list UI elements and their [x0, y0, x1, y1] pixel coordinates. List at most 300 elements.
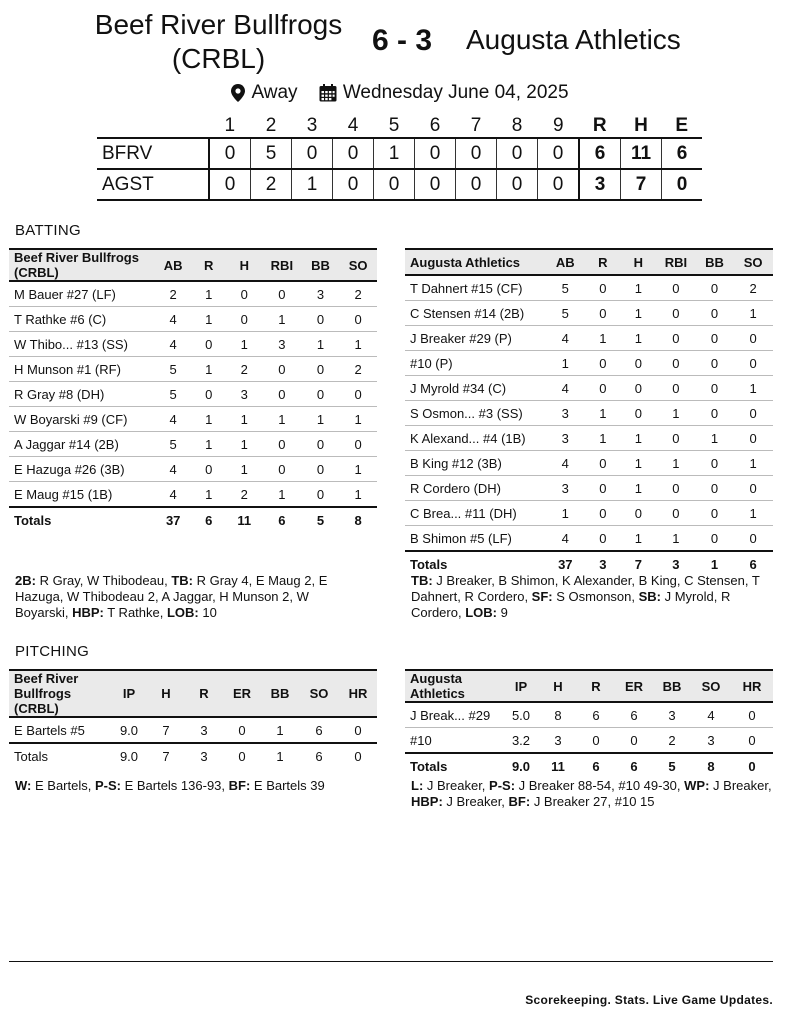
note-text: E Bartels, — [31, 778, 95, 793]
stat-cell: 6 — [315, 722, 323, 738]
player-name: B Shimon #5 (LF) — [410, 530, 512, 546]
note-text: 9 — [496, 605, 508, 620]
stat-cell: 3 — [240, 386, 248, 402]
stat-cell: 6 — [630, 707, 638, 723]
stat-cell: 0 — [599, 355, 607, 371]
totals-cell: 9.0 — [511, 758, 531, 774]
player-name: E Hazuga #26 (3B) — [14, 461, 125, 477]
stat-cell: 0 — [710, 305, 719, 321]
stat-cell: 0 — [278, 361, 286, 377]
inning-cell: 1 — [374, 138, 415, 169]
stat-column-header: SO — [348, 257, 368, 273]
stat-cell: 0 — [278, 436, 286, 452]
errors-header: E — [675, 115, 689, 136]
team-column-header: Augusta Athletics — [410, 671, 465, 701]
player-row — [9, 457, 377, 482]
note-label: TB: — [171, 573, 193, 588]
stat-cell: 0 — [672, 330, 680, 346]
stat-cell: 1 — [354, 336, 362, 352]
stat-cell: 3.2 — [511, 732, 531, 748]
note-label: LOB: — [166, 605, 199, 620]
note-label: 2B: — [15, 573, 36, 588]
stat-cell: 0 — [710, 505, 719, 521]
stat-column-header: AB — [163, 257, 183, 273]
totals-cell: 8 — [707, 758, 715, 774]
team-column-header: Augusta Athletics — [410, 254, 521, 270]
stat-column-header: H — [161, 686, 171, 701]
player-row — [405, 426, 773, 451]
stat-cell: 2 — [354, 361, 362, 377]
stat-cell: 1 — [205, 361, 213, 377]
note-text: R Gray 4, E Maug 2, E Hazuga, W Thibodeau 2, A Jaggar, H Munson 2, W Boyarski, — [15, 573, 331, 620]
line-score-header — [97, 115, 702, 138]
player-row — [405, 351, 773, 376]
line-score-row-home — [97, 138, 702, 169]
stat-cell: 2 — [240, 361, 248, 377]
batting-notes-away — [411, 573, 773, 621]
pitching-notes-home — [15, 778, 375, 794]
totals-cell: 5 — [316, 512, 325, 528]
away-team-name: Augusta Athletics — [466, 24, 681, 55]
batting-table-away — [405, 248, 773, 576]
stat-cell: 0 — [316, 386, 325, 402]
player-row — [405, 275, 773, 301]
stat-cell: 0 — [316, 486, 325, 502]
totals-cell: 0 — [354, 748, 362, 764]
hits-cell: 11 — [621, 138, 662, 169]
totals-cell: 7 — [634, 556, 642, 572]
stat-cell: 3 — [200, 722, 208, 738]
note-label: BF: — [228, 778, 251, 793]
stat-column-header: R — [591, 678, 601, 694]
stat-cell: 1 — [316, 336, 325, 352]
stat-cell: 3 — [668, 707, 676, 723]
stat-cell: 0 — [672, 355, 680, 371]
stat-cell: 1 — [634, 530, 642, 546]
stat-cell: 1 — [354, 411, 362, 427]
stat-cell: 0 — [749, 530, 757, 546]
player-row — [9, 332, 377, 357]
stat-cell: 2 — [668, 732, 676, 748]
player-row — [9, 357, 377, 382]
stat-cell: 0 — [672, 480, 680, 496]
stat-cell: 1 — [205, 286, 213, 302]
totals-label: Totals — [410, 556, 448, 572]
note-text: J Breaker, — [709, 778, 776, 793]
stat-cell: 0 — [634, 355, 642, 371]
stat-column-header: H — [239, 257, 249, 273]
final-score: 6 - 3 — [372, 24, 433, 57]
stat-cell: 1 — [354, 461, 362, 477]
stat-column-header: RBI — [664, 254, 688, 270]
player-row — [405, 376, 773, 401]
stat-cell: 0 — [240, 286, 248, 302]
stat-column-header: SO — [701, 678, 721, 694]
note-text: T Rathke, — [103, 605, 167, 620]
stat-cell: 1 — [205, 436, 213, 452]
stat-cell: 4 — [169, 486, 177, 502]
stat-cell: 1 — [354, 486, 362, 502]
team-column-header: Beef River Bullfrogs (CRBL) — [14, 250, 139, 280]
player-name: J Breaker #29 (P) — [410, 330, 512, 346]
inning-cell: 0 — [209, 138, 251, 169]
stat-cell: 0 — [749, 405, 757, 421]
stat-cell: 2 — [749, 280, 757, 296]
stat-cell: 0 — [749, 480, 757, 496]
stat-cell: 0 — [672, 280, 680, 296]
stat-cell: 0 — [592, 732, 600, 748]
player-row — [405, 451, 773, 476]
totals-cell: 3 — [672, 556, 680, 572]
stat-cell: 1 — [561, 505, 569, 521]
player-name: W Boyarski #9 (CF) — [14, 411, 128, 427]
stat-cell: 3 — [561, 405, 569, 421]
footer-divider — [9, 961, 773, 962]
date-item — [319, 82, 569, 104]
totals-cell: 11 — [551, 758, 565, 774]
stat-cell: 0 — [710, 530, 719, 546]
stat-cell: 1 — [276, 722, 284, 738]
stat-cell: 0 — [354, 311, 362, 327]
note-label: WP: — [684, 778, 710, 793]
stat-cell: 2 — [354, 286, 362, 302]
stat-cell: 8 — [554, 707, 562, 723]
totals-cell: 6 — [278, 512, 286, 528]
totals-row — [9, 507, 377, 532]
batting-table-home — [9, 248, 377, 532]
stat-cell: 2 — [240, 486, 248, 502]
stat-cell: 1 — [634, 455, 642, 471]
stat-cell: 1 — [278, 311, 286, 327]
stat-cell: 0 — [710, 405, 719, 421]
stat-cell: 3 — [561, 430, 569, 446]
errors-cell: 6 — [662, 138, 703, 169]
stat-cell: 5 — [169, 386, 177, 402]
note-label: P-S: — [94, 778, 121, 793]
stat-cell: 0 — [599, 530, 607, 546]
stat-cell: 9.0 — [119, 722, 139, 738]
stat-cell: 1 — [634, 480, 642, 496]
totals-cell: 3 — [200, 748, 208, 764]
calendar-icon — [319, 84, 337, 102]
stat-cell: 4 — [169, 461, 177, 477]
player-row — [9, 382, 377, 407]
stat-cell: 0 — [316, 461, 325, 477]
inning-header: 1 — [224, 115, 236, 136]
note-text: J Breaker 88-54, #10 49-30, — [515, 778, 685, 793]
note-label: SF: — [531, 589, 553, 604]
player-name: K Alexand... #4 (1B) — [410, 430, 526, 446]
note-label: W: — [15, 778, 32, 793]
line-score-row-away — [97, 169, 702, 200]
note-text: E Bartels 39 — [250, 778, 325, 793]
stat-cell: 5.0 — [511, 707, 531, 723]
stat-cell: 4 — [561, 380, 569, 396]
inning-cell: 0 — [292, 138, 333, 169]
stat-cell: 0 — [238, 722, 246, 738]
stat-cell: 1 — [710, 430, 719, 446]
stat-cell: 0 — [710, 330, 719, 346]
inning-header: 4 — [347, 115, 359, 136]
stat-cell: 0 — [278, 386, 286, 402]
stat-cell: 0 — [710, 380, 719, 396]
batting-section-title: BATTING — [15, 222, 81, 239]
player-name: M Bauer #27 (LF) — [14, 286, 116, 302]
stat-column-header: BB — [662, 678, 682, 694]
player-name: #10 — [410, 732, 432, 748]
stat-cell: 1 — [278, 486, 286, 502]
player-name: B King #12 (3B) — [410, 455, 502, 471]
note-label: L: — [411, 778, 424, 793]
footer-tagline: Scorekeeping. Stats. Live Game Updates. — [525, 993, 773, 1007]
stat-cell: 1 — [672, 530, 680, 546]
team-column-header: Beef River Bullfrogs (CRBL) — [14, 671, 79, 716]
inning-cell: 5 — [251, 138, 292, 169]
note-text: J Breaker, B Shimon, K Alexander, B King, C Stensen, T Dahnert, R Cordero, — [411, 573, 764, 604]
player-name: S Osmon... #3 (SS) — [410, 405, 523, 421]
runs-cell: 3 — [579, 169, 621, 200]
stat-cell: 1 — [634, 305, 642, 321]
totals-cell: 11 — [237, 512, 252, 528]
inning-cell: 0 — [497, 138, 538, 169]
stat-cell: 4 — [169, 336, 177, 352]
player-name: R Cordero (DH) — [410, 480, 502, 496]
stat-cell: 1 — [749, 380, 757, 396]
totals-cell: 0 — [748, 758, 756, 774]
player-name: T Dahnert #15 (CF) — [410, 280, 523, 296]
inning-cell: 0 — [538, 169, 580, 200]
stat-cell: 1 — [316, 411, 325, 427]
note-label: HBP: — [72, 605, 104, 620]
stat-cell: 1 — [634, 330, 642, 346]
player-name: C Brea... #11 (DH) — [410, 505, 517, 521]
game-meta — [0, 82, 800, 108]
totals-cell: 8 — [354, 512, 362, 528]
inning-cell: 0 — [209, 169, 251, 200]
inning-cell: 0 — [415, 138, 456, 169]
stat-cell: 5 — [169, 361, 177, 377]
line-score-table — [97, 115, 702, 201]
stat-cell: 0 — [672, 305, 680, 321]
inning-header: 3 — [306, 115, 318, 136]
inning-header: 6 — [429, 115, 441, 136]
stat-column-header: IP — [514, 678, 528, 694]
totals-label: Totals — [410, 758, 448, 774]
stat-cell: 0 — [354, 386, 362, 402]
stat-cell: 1 — [240, 411, 248, 427]
inning-cell: 0 — [538, 138, 580, 169]
stat-cell: 0 — [710, 355, 719, 371]
note-text: R Gray, W Thibodeau, — [35, 573, 172, 588]
player-row — [9, 717, 377, 743]
totals-cell: 6 — [749, 556, 757, 572]
stat-cell: 7 — [162, 722, 170, 738]
home-team-name-line1: Beef River Bullfrogs — [94, 9, 343, 40]
totals-cell: 9.0 — [119, 748, 139, 764]
stat-cell: 0 — [599, 305, 607, 321]
totals-label: Totals — [14, 512, 52, 528]
totals-cell: 6 — [315, 748, 323, 764]
totals-cell: 37 — [165, 512, 181, 528]
player-row — [405, 326, 773, 351]
note-label: SB: — [638, 589, 661, 604]
hits-cell: 7 — [621, 169, 662, 200]
inning-header: 5 — [388, 115, 400, 136]
stat-cell: 0 — [354, 722, 362, 738]
stat-cell: 1 — [749, 505, 757, 521]
player-row — [405, 476, 773, 501]
stat-cell: 4 — [561, 455, 569, 471]
player-row — [405, 702, 773, 728]
stat-cell: 0 — [749, 330, 757, 346]
stat-column-header: H — [633, 254, 644, 270]
totals-row — [9, 743, 377, 768]
note-text: J Breaker, — [442, 794, 509, 809]
totals-cell: 1 — [710, 556, 719, 572]
errors-cell: 0 — [662, 169, 703, 200]
stat-cell: 4 — [169, 411, 177, 427]
totals-cell: 37 — [558, 556, 573, 572]
totals-cell: 0 — [238, 748, 246, 764]
stat-column-header: BB — [311, 257, 330, 273]
totals-cell: 3 — [599, 556, 607, 572]
stat-cell: 1 — [278, 411, 286, 427]
stat-column-header: HR — [742, 678, 762, 694]
stat-cell: 0 — [672, 380, 680, 396]
stat-cell: 0 — [240, 311, 248, 327]
hits-header: H — [634, 115, 648, 136]
inning-cell: 2 — [251, 169, 292, 200]
player-row — [405, 501, 773, 526]
pitching-notes-away — [411, 778, 776, 810]
player-name: A Jaggar #14 (2B) — [14, 436, 119, 452]
player-name: E Bartels #5 — [14, 722, 85, 738]
stat-cell: 1 — [561, 355, 569, 371]
stat-cell: 0 — [599, 455, 607, 471]
note-label: TB: — [411, 573, 433, 588]
runs-cell: 6 — [579, 138, 621, 169]
stat-cell: 5 — [169, 436, 177, 452]
stat-cell: 0 — [748, 732, 756, 748]
table-header-row — [405, 670, 773, 702]
batting-notes-home — [15, 573, 360, 621]
stat-cell: 4 — [561, 530, 569, 546]
player-name: C Stensen #14 (2B) — [410, 305, 525, 321]
note-text: J Breaker, — [423, 778, 490, 793]
stat-cell: 3 — [561, 480, 569, 496]
stat-cell: 4 — [169, 311, 177, 327]
note-text: J Myrold, R Cordero, — [411, 589, 734, 620]
note-label: LOB: — [465, 605, 497, 620]
player-name: R Gray #8 (DH) — [14, 386, 105, 402]
player-row — [405, 526, 773, 552]
player-row — [9, 407, 377, 432]
stat-cell: 1 — [205, 311, 213, 327]
stat-column-header: ER — [232, 686, 252, 701]
inning-cell: 0 — [456, 138, 497, 169]
stat-cell: 0 — [599, 480, 607, 496]
totals-cell: 6 — [592, 758, 600, 774]
note-text: 10 — [198, 605, 217, 620]
stat-cell: 3 — [316, 286, 325, 302]
line-score-team: BFRV — [102, 142, 153, 164]
stat-cell: 1 — [599, 405, 607, 421]
stat-column-header: RBI — [270, 257, 294, 273]
inning-cell: 0 — [415, 169, 456, 200]
line-score-team: AGST — [102, 173, 154, 195]
stat-cell: 5 — [561, 305, 569, 321]
stat-cell: 0 — [634, 380, 642, 396]
pitching-table-away — [405, 669, 773, 778]
stat-cell: 0 — [205, 461, 213, 477]
table-header-row — [9, 249, 377, 281]
stat-cell: 0 — [354, 436, 362, 452]
stat-cell: 4 — [561, 330, 569, 346]
stat-column-header: R — [204, 257, 214, 273]
stat-cell: 0 — [710, 455, 719, 471]
inning-header: 8 — [511, 115, 523, 136]
totals-row — [405, 753, 773, 778]
note-label: P-S: — [489, 778, 516, 793]
note-text: J Breaker 27, #10 15 — [530, 794, 655, 809]
note-text: E Bartels 136-93, — [120, 778, 229, 793]
player-row — [405, 728, 773, 754]
stat-column-header: AB — [555, 254, 575, 270]
stat-cell: 1 — [599, 430, 607, 446]
totals-cell: 5 — [668, 758, 676, 774]
stat-cell: 0 — [748, 707, 756, 723]
player-name: H Munson #1 (RF) — [14, 361, 121, 377]
stat-cell: 0 — [599, 380, 607, 396]
stat-cell: 6 — [592, 707, 600, 723]
inning-cell: 0 — [333, 169, 374, 200]
player-row — [9, 307, 377, 332]
stat-column-header: H — [553, 678, 563, 694]
player-name: W Thibo... #13 (SS) — [14, 336, 128, 352]
player-row — [9, 281, 377, 307]
stat-cell: 0 — [634, 505, 642, 521]
stat-cell: 0 — [749, 430, 757, 446]
stat-column-header: BB — [705, 254, 724, 270]
location-item — [231, 82, 297, 104]
stat-cell: 0 — [749, 355, 757, 371]
note-label: HBP: — [411, 794, 443, 809]
inning-header: 7 — [470, 115, 482, 136]
note-text: S Osmonson, — [552, 589, 639, 604]
stat-cell: 1 — [749, 305, 757, 321]
runs-header: R — [592, 115, 607, 136]
stat-cell: 3 — [707, 732, 715, 748]
inning-cell: 1 — [292, 169, 333, 200]
stat-column-header: R — [199, 686, 209, 701]
note-label: BF: — [508, 794, 531, 809]
stat-cell: 1 — [599, 330, 607, 346]
stat-cell: 1 — [205, 486, 213, 502]
stat-cell: 0 — [278, 286, 286, 302]
stat-cell: 0 — [205, 336, 213, 352]
stat-column-header: SO — [309, 686, 329, 701]
stat-column-header: ER — [624, 678, 644, 694]
player-name: E Maug #15 (1B) — [14, 486, 113, 502]
player-row — [9, 482, 377, 508]
stat-column-header: BB — [270, 686, 290, 701]
player-name: J Break... #29 — [410, 707, 491, 723]
player-name: J Myrold #34 (C) — [410, 380, 507, 396]
stat-cell: 0 — [316, 436, 325, 452]
stat-cell: 0 — [672, 505, 680, 521]
inning-cell: 0 — [333, 138, 374, 169]
inning-cell: 0 — [456, 169, 497, 200]
